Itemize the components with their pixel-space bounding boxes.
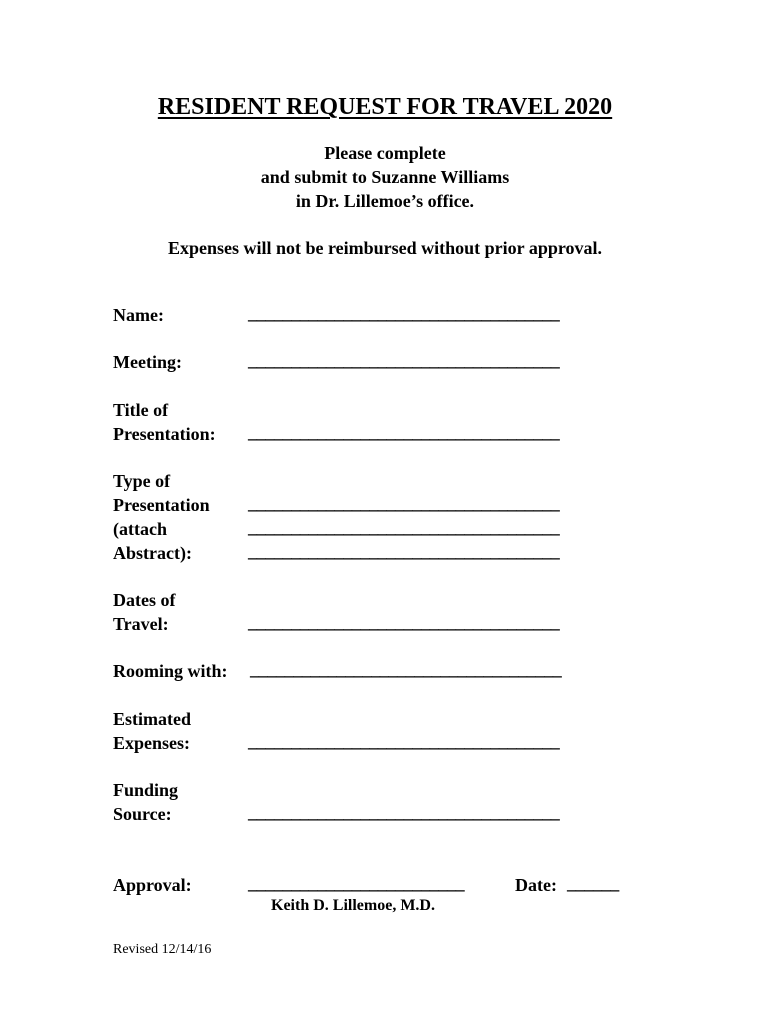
instruction-line-2: and submit to Suzanne Williams [260,167,510,187]
presentation-type-field-1[interactable]: ____________________________________ [248,493,560,513]
funding-label-line-2: Source: [113,804,172,824]
approval-signature-field[interactable]: _________________________ [248,873,465,893]
name-label: Name: [113,305,164,325]
type-label-line-4: Abstract): [113,543,192,563]
type-label-line-2: Presentation [113,495,210,515]
instruction-line-1: Please complete [324,143,446,163]
title-label-line-2: Presentation: [113,424,216,444]
meeting-field[interactable]: ____________________________________ [248,350,560,370]
presentation-type-field-2[interactable]: ____________________________________ [248,517,560,537]
approval-label: Approval: [113,875,192,895]
approval-date-field[interactable]: ______ [567,873,619,893]
rooming-label: Rooming with: [113,661,228,681]
presentation-title-field[interactable]: ____________________________________ [248,422,560,442]
type-label-line-3: (attach [113,519,167,539]
signer-name: Keith D. Lillemoe, M.D. [271,897,435,914]
presentation-type-field-3[interactable]: ____________________________________ [248,541,560,561]
expenses-label-line-2: Expenses: [113,733,191,753]
meeting-label: Meeting: [113,352,182,372]
travel-dates-field[interactable]: ____________________________________ [248,612,560,632]
name-field[interactable]: ____________________________________ [248,303,560,323]
date-label: Date: [515,875,557,895]
instruction-line-3: in Dr. Lillemoe’s office. [295,191,475,211]
type-label-line-1: Type of [113,471,171,491]
funding-source-field[interactable]: ____________________________________ [248,802,560,822]
expenses-label-line-1: Estimated [113,709,191,729]
form-title: RESIDENT REQUEST FOR TRAVEL 2020 [157,94,613,120]
dates-label-line-1: Dates of [113,590,176,610]
title-label-line-1: Title of [113,400,169,420]
approval-notice: Expenses will not be reimbursed without prior approval. [167,238,603,258]
expenses-field[interactable]: ____________________________________ [248,731,560,751]
rooming-field[interactable]: ____________________________________ [250,659,562,679]
funding-label-line-1: Funding [113,780,179,800]
revision-date: Revised 12/14/16 [113,942,212,957]
dates-label-line-2: Travel: [113,614,169,634]
